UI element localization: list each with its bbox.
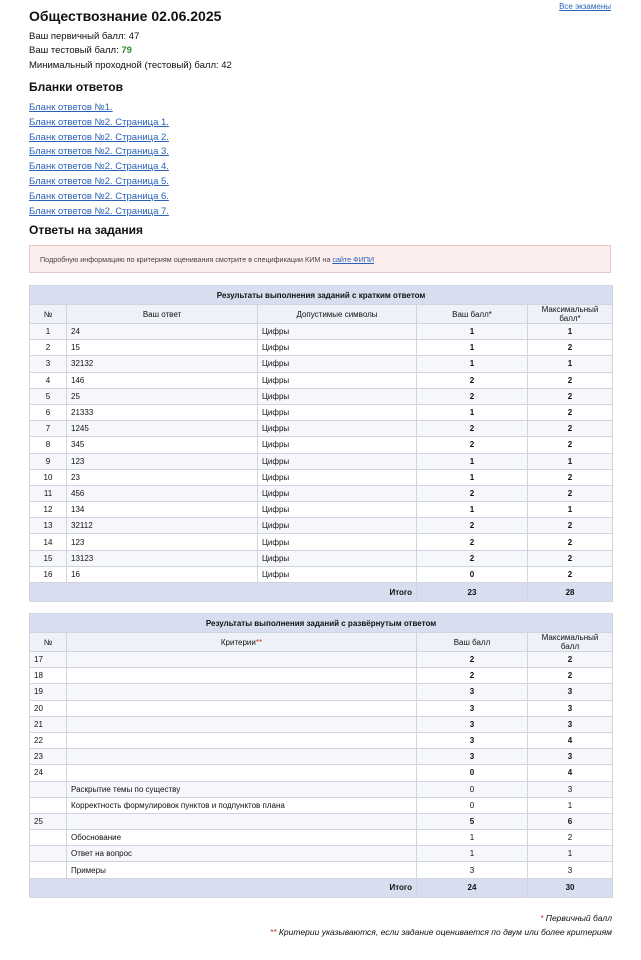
table-row bbox=[30, 797, 613, 813]
max-score-cell: 2 bbox=[528, 485, 613, 501]
max-score-cell: 3 bbox=[528, 700, 613, 716]
task-number: 5 bbox=[30, 388, 67, 404]
allowed-symbols: Цифры bbox=[258, 356, 417, 372]
score-cell: 1 bbox=[417, 502, 528, 518]
table-row bbox=[30, 404, 613, 420]
column-header: Максимальный балл bbox=[528, 633, 613, 652]
criteria-cell: Обоснование bbox=[67, 830, 417, 846]
task-number: 25 bbox=[30, 813, 67, 829]
table-row bbox=[30, 846, 613, 862]
answer-cell: 123 bbox=[67, 453, 258, 469]
score-cell: 1 bbox=[417, 324, 528, 340]
notice-text: Подробную информацию по критериям оценивания смотрите в спецификации КИМ на bbox=[40, 255, 333, 264]
score-cell: 0 bbox=[417, 797, 528, 813]
max-score-cell: 1 bbox=[528, 797, 613, 813]
table-row bbox=[30, 862, 613, 878]
criteria-cell bbox=[67, 668, 417, 684]
max-score-cell: 3 bbox=[528, 749, 613, 765]
table-row bbox=[30, 700, 613, 716]
allowed-symbols: Цифры bbox=[258, 518, 417, 534]
column-header: Допустимые символы bbox=[258, 305, 417, 324]
long-table-caption: Результаты выполнения заданий с развёрнутым ответом bbox=[30, 614, 613, 633]
table-row bbox=[30, 813, 613, 829]
task-number: 16 bbox=[30, 566, 67, 582]
task-number: 11 bbox=[30, 485, 67, 501]
max-score-cell: 3 bbox=[528, 781, 613, 797]
task-number: 22 bbox=[30, 732, 67, 748]
column-header: Ваш балл* bbox=[417, 305, 528, 324]
allowed-symbols: Цифры bbox=[258, 534, 417, 550]
column-header: Ваш балл bbox=[417, 633, 528, 652]
allowed-symbols: Цифры bbox=[258, 469, 417, 485]
criteria-cell bbox=[67, 732, 417, 748]
task-number bbox=[30, 862, 67, 878]
answer-cell: 25 bbox=[67, 388, 258, 404]
criteria-cell: Примеры bbox=[67, 862, 417, 878]
footnote-mark: * bbox=[540, 913, 544, 923]
score-cell: 2 bbox=[417, 388, 528, 404]
score-cell: 2 bbox=[417, 518, 528, 534]
table-row bbox=[30, 372, 613, 388]
column-header: Ваш ответ bbox=[67, 305, 258, 324]
score-cell: 3 bbox=[417, 749, 528, 765]
max-score-cell: 4 bbox=[528, 765, 613, 781]
total-label: Итого bbox=[30, 583, 417, 602]
task-number: 1 bbox=[30, 324, 67, 340]
task-number: 4 bbox=[30, 372, 67, 388]
task-number: 18 bbox=[30, 668, 67, 684]
score-cell: 1 bbox=[417, 356, 528, 372]
total-label: Итого bbox=[30, 878, 417, 897]
answer-cell: 23 bbox=[67, 469, 258, 485]
allowed-symbols: Цифры bbox=[258, 372, 417, 388]
table-row bbox=[30, 485, 613, 501]
max-score-cell: 2 bbox=[528, 388, 613, 404]
max-score-cell: 2 bbox=[528, 668, 613, 684]
score-cell: 1 bbox=[417, 846, 528, 862]
max-score-cell: 1 bbox=[528, 453, 613, 469]
allowed-symbols: Цифры bbox=[258, 404, 417, 420]
allowed-symbols: Цифры bbox=[258, 324, 417, 340]
score-cell: 1 bbox=[417, 340, 528, 356]
criteria-cell bbox=[67, 813, 417, 829]
column-header bbox=[67, 633, 417, 652]
table-row bbox=[30, 781, 613, 797]
total-score: 23 bbox=[417, 583, 528, 602]
answer-cell: 15 bbox=[67, 340, 258, 356]
score-cell: 2 bbox=[417, 534, 528, 550]
task-number: 17 bbox=[30, 652, 67, 668]
table-row bbox=[30, 421, 613, 437]
task-number: 20 bbox=[30, 700, 67, 716]
blank-link[interactable]: Бланк ответов №2. Страница 3. bbox=[29, 146, 169, 158]
max-score-cell: 2 bbox=[528, 437, 613, 453]
task-number: 24 bbox=[30, 765, 67, 781]
table-row bbox=[30, 550, 613, 566]
blanks-title: Бланки ответов bbox=[29, 80, 123, 94]
table-row bbox=[30, 732, 613, 748]
criteria-cell bbox=[67, 765, 417, 781]
fipi-notice bbox=[29, 245, 611, 273]
score-cell: 3 bbox=[417, 732, 528, 748]
answer-cell: 345 bbox=[67, 437, 258, 453]
min-pass-score: Минимальный проходной (тестовый) балл: 42 bbox=[29, 60, 232, 71]
blank-link[interactable]: Бланк ответов №2. Страница 1. bbox=[29, 116, 169, 128]
task-number: 10 bbox=[30, 469, 67, 485]
table-row bbox=[30, 534, 613, 550]
total-max: 30 bbox=[528, 878, 613, 897]
criteria-cell bbox=[67, 684, 417, 700]
total-score: 24 bbox=[417, 878, 528, 897]
allowed-symbols: Цифры bbox=[258, 421, 417, 437]
criteria-cell bbox=[67, 716, 417, 732]
answer-cell: 21333 bbox=[67, 404, 258, 420]
table-row bbox=[30, 340, 613, 356]
table-row bbox=[30, 566, 613, 582]
allowed-symbols: Цифры bbox=[258, 566, 417, 582]
blank-link[interactable]: Бланк ответов №2. Страница 5. bbox=[29, 175, 169, 187]
table-row bbox=[30, 652, 613, 668]
answer-cell: 146 bbox=[67, 372, 258, 388]
task-number: 13 bbox=[30, 518, 67, 534]
footnote-mark: ** bbox=[269, 927, 277, 937]
answer-cell: 134 bbox=[67, 502, 258, 518]
max-score-cell: 1 bbox=[528, 846, 613, 862]
table-row bbox=[30, 437, 613, 453]
max-score-cell: 2 bbox=[528, 830, 613, 846]
table-row bbox=[30, 469, 613, 485]
test-score-label: Ваш тестовый балл: bbox=[29, 45, 122, 56]
task-number bbox=[30, 846, 67, 862]
criteria-header-mark: ** bbox=[255, 637, 263, 647]
answer-cell: 456 bbox=[67, 485, 258, 501]
criteria-cell bbox=[67, 749, 417, 765]
task-number bbox=[30, 781, 67, 797]
task-number: 7 bbox=[30, 421, 67, 437]
blank-list bbox=[29, 101, 169, 219]
task-number bbox=[30, 830, 67, 846]
answer-cell: 123 bbox=[67, 534, 258, 550]
max-score-cell: 1 bbox=[528, 502, 613, 518]
task-number: 12 bbox=[30, 502, 67, 518]
max-score-cell: 2 bbox=[528, 404, 613, 420]
max-score-cell: 2 bbox=[528, 421, 613, 437]
task-number: 2 bbox=[30, 340, 67, 356]
max-score-cell: 1 bbox=[528, 324, 613, 340]
blank-link[interactable]: Бланк ответов №2. Страница 2. bbox=[29, 131, 169, 143]
answer-cell: 32132 bbox=[67, 356, 258, 372]
max-score-cell: 3 bbox=[528, 716, 613, 732]
task-number: 19 bbox=[30, 684, 67, 700]
table-row bbox=[30, 749, 613, 765]
score-cell: 3 bbox=[417, 684, 528, 700]
criteria-header-label: Критерии bbox=[220, 637, 256, 647]
test-score bbox=[29, 45, 132, 56]
score-cell: 1 bbox=[417, 404, 528, 420]
criteria-cell: Ответ на вопрос bbox=[67, 846, 417, 862]
answers-title: Ответы на задания bbox=[29, 223, 144, 237]
task-number bbox=[30, 797, 67, 813]
max-score-cell: 2 bbox=[528, 372, 613, 388]
task-number: 23 bbox=[30, 749, 67, 765]
allowed-symbols: Цифры bbox=[258, 502, 417, 518]
task-number: 9 bbox=[30, 453, 67, 469]
allowed-symbols: Цифры bbox=[258, 485, 417, 501]
score-cell: 2 bbox=[417, 550, 528, 566]
short-table-caption: Результаты выполнения заданий с кратким ответом bbox=[30, 286, 613, 305]
table-row bbox=[30, 684, 613, 700]
allowed-symbols: Цифры bbox=[258, 340, 417, 356]
table-row bbox=[30, 356, 613, 372]
footnote-text: Критерии указываются, если задание оценивается по двум или более критериям bbox=[276, 927, 612, 937]
score-cell: 0 bbox=[417, 566, 528, 582]
score-cell: 2 bbox=[417, 372, 528, 388]
max-score-cell: 2 bbox=[528, 566, 613, 582]
allowed-symbols: Цифры bbox=[258, 437, 417, 453]
blank-link[interactable]: Бланк ответов №2. Страница 4. bbox=[29, 161, 169, 173]
max-score-cell: 2 bbox=[528, 652, 613, 668]
criteria-cell: Раскрытие темы по существу bbox=[67, 781, 417, 797]
allowed-symbols: Цифры bbox=[258, 453, 417, 469]
max-score-cell: 2 bbox=[528, 469, 613, 485]
allowed-symbols: Цифры bbox=[258, 388, 417, 404]
score-cell: 1 bbox=[417, 453, 528, 469]
task-number: 15 bbox=[30, 550, 67, 566]
max-score-cell: 2 bbox=[528, 518, 613, 534]
table-row bbox=[30, 453, 613, 469]
score-cell: 5 bbox=[417, 813, 528, 829]
max-score-cell: 3 bbox=[528, 862, 613, 878]
score-cell: 1 bbox=[417, 830, 528, 846]
max-score-cell: 3 bbox=[528, 684, 613, 700]
answer-cell: 16 bbox=[67, 566, 258, 582]
max-score-cell: 1 bbox=[528, 356, 613, 372]
allowed-symbols: Цифры bbox=[258, 550, 417, 566]
task-number: 8 bbox=[30, 437, 67, 453]
score-cell: 3 bbox=[417, 700, 528, 716]
task-number: 6 bbox=[30, 404, 67, 420]
blank-link[interactable]: Бланк ответов №2. Страница 7. bbox=[29, 205, 169, 217]
table-row bbox=[30, 502, 613, 518]
answer-cell: 32112 bbox=[67, 518, 258, 534]
total-max: 28 bbox=[528, 583, 613, 602]
all-exams-link[interactable]: Все экзамены bbox=[559, 2, 611, 11]
task-number: 3 bbox=[30, 356, 67, 372]
long-table-body bbox=[30, 652, 613, 879]
footnote-text: Первичный балл bbox=[543, 913, 612, 923]
footnote-primary bbox=[540, 913, 612, 923]
score-cell: 2 bbox=[417, 668, 528, 684]
score-cell: 3 bbox=[417, 716, 528, 732]
score-cell: 3 bbox=[417, 862, 528, 878]
task-number: 21 bbox=[30, 716, 67, 732]
score-cell: 1 bbox=[417, 469, 528, 485]
fipi-link[interactable]: сайте ФИПИ bbox=[332, 255, 375, 264]
score-cell: 2 bbox=[417, 437, 528, 453]
score-cell: 2 bbox=[417, 421, 528, 437]
criteria-cell bbox=[67, 652, 417, 668]
table-row bbox=[30, 668, 613, 684]
criteria-cell: Корректность формулировок пунктов и подпунктов плана bbox=[67, 797, 417, 813]
table-row bbox=[30, 765, 613, 781]
footnote-criteria bbox=[270, 927, 612, 937]
short-answer-table bbox=[29, 285, 613, 602]
task-number: 14 bbox=[30, 534, 67, 550]
score-cell: 2 bbox=[417, 485, 528, 501]
table-row bbox=[30, 324, 613, 340]
column-header: Максимальный балл* bbox=[528, 305, 613, 324]
page-title: Обществознание 02.06.2025 bbox=[29, 8, 222, 24]
blank-link[interactable]: Бланк ответов №2. Страница 6. bbox=[29, 190, 169, 202]
primary-score: Ваш первичный балл: 47 bbox=[29, 31, 140, 42]
answer-cell: 13123 bbox=[67, 550, 258, 566]
score-cell: 2 bbox=[417, 652, 528, 668]
table-row bbox=[30, 716, 613, 732]
max-score-cell: 2 bbox=[528, 340, 613, 356]
answer-cell: 1245 bbox=[67, 421, 258, 437]
score-cell: 0 bbox=[417, 765, 528, 781]
max-score-cell: 2 bbox=[528, 534, 613, 550]
max-score-cell: 4 bbox=[528, 732, 613, 748]
criteria-cell bbox=[67, 700, 417, 716]
column-header: № bbox=[30, 633, 67, 652]
column-header: № bbox=[30, 305, 67, 324]
long-answer-table bbox=[29, 613, 613, 898]
max-score-cell: 6 bbox=[528, 813, 613, 829]
short-table-body bbox=[30, 324, 613, 583]
score-cell: 0 bbox=[417, 781, 528, 797]
table-row bbox=[30, 388, 613, 404]
table-row bbox=[30, 518, 613, 534]
max-score-cell: 2 bbox=[528, 550, 613, 566]
test-score-value: 79 bbox=[121, 45, 132, 56]
table-row bbox=[30, 830, 613, 846]
answer-cell: 24 bbox=[67, 324, 258, 340]
blank-link[interactable]: Бланк ответов №1. bbox=[29, 102, 113, 113]
